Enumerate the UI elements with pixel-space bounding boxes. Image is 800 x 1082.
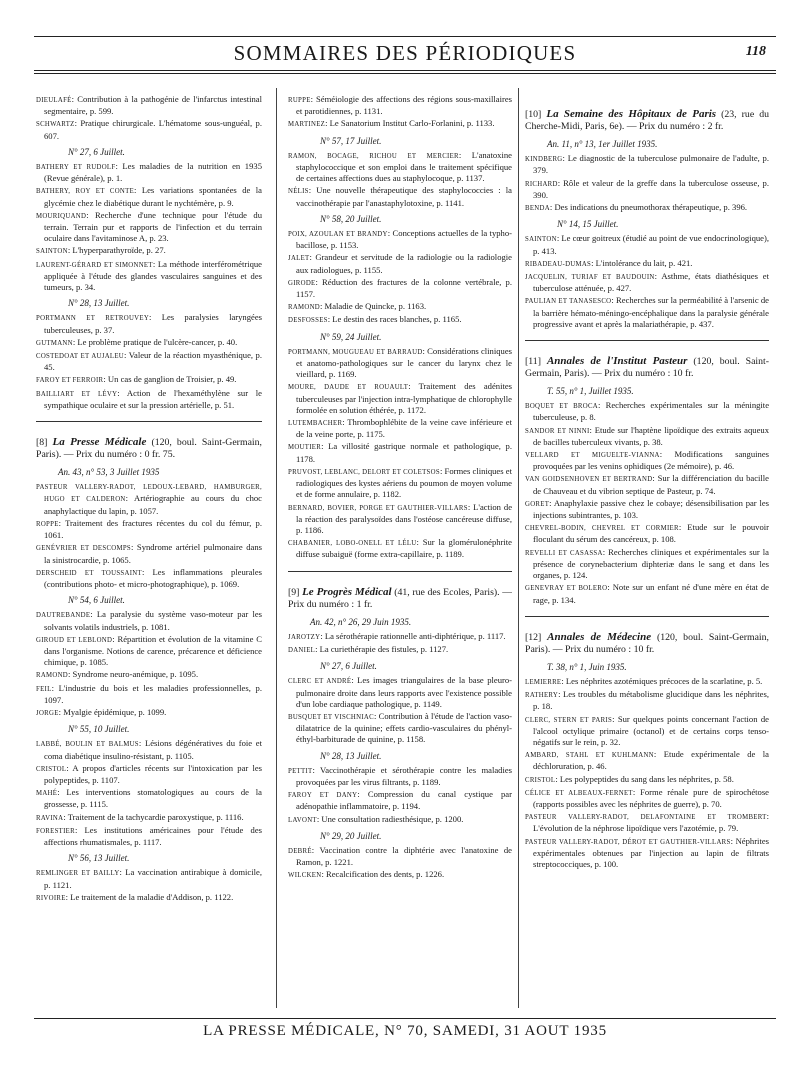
entry-title: : La paralysie du système vaso-moteur par les solvants volatils industriels, p. 1081. <box>44 609 262 632</box>
entry-title: : Un cas de ganglion de Troisier, p. 49. <box>103 374 237 385</box>
page-footer <box>34 1018 776 1040</box>
entry-title: : Conceptions actuelles de la typho-bacillose, p. 1153. <box>296 228 512 251</box>
entry-authors: JACQUELIN, TURIAF ET BAUDOUIN <box>525 274 655 282</box>
index-entry <box>525 547 769 582</box>
issue-date: N° 28, 13 Juillet. <box>68 298 130 309</box>
issue-date: N° 29, 20 Juillet. <box>320 830 382 841</box>
entry-authors: DEBRÉ <box>288 847 312 855</box>
entry-authors: RAVINA <box>36 814 64 822</box>
entry-title: : Considérations cliniques et anatomo-pathologiques sur le cancer du larynx chez le vieillard, p. 1169. <box>296 345 512 380</box>
issue-date: N° 27, 6 Juillet. <box>320 661 377 672</box>
index-entry <box>525 233 769 256</box>
column-left <box>36 94 262 1004</box>
entry-title: : Artériographie au cours du choc anaphylactique du lapin, p. 1057. <box>44 493 262 516</box>
entry-authors: DANIEL <box>288 646 316 654</box>
entry-title: : Etude sur l'haptène lipoïdique des extraits aqueux de bacilles tuberculeux vivants, p. 38. <box>533 424 769 447</box>
entry-authors: VAN GOIDSENHOVEN ET BERTRAND <box>525 476 653 484</box>
entry-authors: MOURE, DAUDE ET ROUAULT <box>288 384 409 392</box>
index-entry <box>525 178 769 201</box>
entry-authors: COSTEDOAT ET AUJALEU <box>36 353 125 361</box>
entry-authors: MARTINEZ <box>288 121 326 129</box>
journal-number: [12] <box>525 631 542 643</box>
index-entry <box>525 787 769 810</box>
entry-authors: CHABANIER, LOBO-ONELL ET LÉLU <box>288 540 417 548</box>
entry-authors: REVELLI ET CASASSA <box>525 549 603 557</box>
header-rule-top <box>34 36 776 37</box>
entry-title: : L'évolution de la néphrose lipoïdique vers l'azotémie, p. 79. <box>533 811 769 834</box>
index-entry <box>288 150 512 185</box>
entry-authors: LAVONT <box>288 816 317 824</box>
entry-title: : Les institutions américaines pour l'étude des affections rhumatismales, p. 1117. <box>44 824 262 847</box>
journal-heading <box>36 436 262 461</box>
entry-authors: SAINTON <box>525 236 557 244</box>
entry-authors: RUPPE <box>288 97 311 104</box>
column-right <box>525 94 769 1004</box>
entry-authors: WILCKEN <box>288 872 322 880</box>
journal-name: Le Progrès Médical <box>302 585 392 598</box>
entry-title: : Les paralysies laryngées tuberculeuses, p. 37. <box>44 312 262 335</box>
index-entry <box>36 683 262 706</box>
entry-title: : Réduction des fractures de la colonne vertébrale, p. 1157. <box>296 276 512 300</box>
index-entry <box>288 631 512 643</box>
entry-title: : La sérothérapie rationnelle anti-diphtérique, p. 1117. <box>320 630 506 641</box>
entry-title: : Une nouvelle thérapeutique des staphylococcies : la vaccinothérapie par l'anastaphylotoxine, p. 1141. <box>296 185 512 208</box>
entry-authors: KINDBERG <box>525 156 563 164</box>
entry-authors: RAMON, BOCAGE, RICHOU ET MERCIER <box>288 152 459 160</box>
index-entry <box>288 765 512 788</box>
entry-authors: RIBADEAU-DUMAS <box>525 260 592 268</box>
index-entry <box>36 312 262 335</box>
entry-authors: CRISTOL <box>36 765 67 773</box>
entry-authors: GORET <box>525 500 550 508</box>
entry-authors: AMBARD, STAHL ET KUHLMANN <box>525 752 654 760</box>
entry-title: : Les interventions stomatologiques au cours de la grossesse, p. 1115. <box>44 787 262 810</box>
entry-authors: PRUVOST, LEBLANC, DELORT ET COLETSOS <box>288 468 440 476</box>
index-entry <box>36 388 262 411</box>
index-entry <box>288 502 512 537</box>
index-entry <box>36 567 262 590</box>
entry-authors: GENÉVRIER ET DESCOMPS <box>36 545 132 553</box>
header-rule-bottom <box>34 70 776 71</box>
entry-authors: PAULIAN ET TANASESCO <box>525 298 612 306</box>
index-entry <box>525 676 769 688</box>
index-entry <box>525 836 769 871</box>
entry-authors: MAHÉ <box>36 790 58 798</box>
issue-date: N° 14, 15 Juillet. <box>557 219 619 230</box>
index-entry <box>36 867 262 890</box>
section-divider <box>288 571 512 572</box>
index-entry <box>288 711 512 746</box>
journal-details: (120, boul. Saint-Germain, Paris). — Prix du numéro : 10 fr. <box>525 356 769 380</box>
entry-title: : L'anatoxine staphylococcique et son emploi dans le traitement spécifique de certaines affections dues au staphylocoque, p. 1137. <box>296 149 512 184</box>
entry-title: : Valeur de la réaction myasthénique, p. 45. <box>44 350 262 373</box>
index-entry <box>288 675 512 710</box>
index-entry <box>36 259 262 294</box>
issue-date: N° 27, 6 Juillet. <box>68 146 125 157</box>
index-entry <box>525 582 769 605</box>
entry-authors: CRISTOL <box>525 776 556 784</box>
entry-title: : Asthme, états diathésiques et tuberculose atténuée, p. 427. <box>533 271 769 294</box>
index-entry <box>288 466 512 501</box>
entry-title: : Note sur un enfant né d'une mère en état de rage, p. 134. <box>533 582 769 605</box>
entry-title: : Néphrites expérimentales obtenues par l'injection au lapin de filtrats streptococciques, p. 100. <box>533 835 769 869</box>
index-entry <box>288 644 512 656</box>
entry-authors: MOUTIER <box>288 444 322 452</box>
entry-title: : Grandeur et servitude de la radiologie ou la radiologie aux radiologues, p. 1155. <box>296 252 512 275</box>
issue-date: N° 56, 13 Juillet. <box>68 853 130 864</box>
issue-date: N° 54, 6 Juillet. <box>68 595 125 606</box>
index-entry <box>36 542 262 565</box>
header-rule-bottom-2 <box>34 73 776 74</box>
entry-authors: GIRODE <box>288 279 316 287</box>
entry-authors: CHEVREL-BODIN, CHEVREL ET CORMIER <box>525 525 679 533</box>
entry-title: : Contribution à l'étude de l'action vaso-dilatatrice de la quinine; effets cardio-vasculaires du phényl-éthyl-barbiturade de quinine, p. 1158. <box>296 710 512 745</box>
index-entry <box>36 518 262 541</box>
entry-title: : Sur la glomérulonéphrite diffuse subaiguë (forme extra-capillaire, p. 1189. <box>296 537 512 560</box>
journal-heading <box>288 586 512 611</box>
entry-authors: FORESTIER <box>36 827 75 835</box>
entry-title: : Rôle et valeur de la greffe dans la tuberculose osseuse, p. 390. <box>533 177 769 200</box>
entry-title: : Thrombophlébite de la veine cave inférieure et de la veine porte, p. 1175. <box>296 417 512 440</box>
index-entry <box>288 869 512 881</box>
entry-authors: GUTMANN <box>36 339 73 347</box>
index-entry <box>525 774 769 786</box>
entry-authors: DIEULAFÉ <box>36 97 72 104</box>
entry-title: : Myalgie épidémique, p. 1099. <box>58 706 167 717</box>
entry-title: : Etude sur le pouvoir floculant du sérum des cancéreux, p. 108. <box>533 522 769 545</box>
entry-title: : Le Sanatorium Institut Carlo-Forlanini, p. 1133. <box>325 118 495 129</box>
entry-title: : Vaccinothérapie et sérothérapie contre les maladies provoquées par les virus filtrants, p. 1189. <box>296 764 512 787</box>
index-entry <box>36 185 262 208</box>
index-entry <box>525 425 769 448</box>
entry-authors: DAUTREBANDE <box>36 612 91 620</box>
entry-authors: RICHARD <box>525 180 558 188</box>
volume-line: T. 38, n° 1, Juin 1935. <box>547 661 627 672</box>
entry-title: : Recherches sur la perméabilité à l'arsenic de la barrière hémato-méningo-encéphalique dans la paralysie générale progressive avant et après la malariathérapie, p. 437. <box>533 295 769 329</box>
index-entry <box>36 738 262 761</box>
entry-authors: FAROY ET DANY <box>288 792 358 800</box>
entry-title: : Des indications du pneumothorax thérapeutique, p. 396. <box>549 202 748 213</box>
index-entry <box>525 473 769 496</box>
entry-title: : Les maladies de la nutrition en 1935 (Revue générale), p. 1. <box>44 161 262 184</box>
entry-title: : Vaccination contre la diphtérie avec l'anatoxine de Ramon, p. 1221. <box>296 844 512 868</box>
entry-authors: PASTEUR VALLERY-RADOT, LEDOUX-LEBARD, HAMBURGER, HUGO ET CALDERON <box>36 484 262 504</box>
column-divider <box>518 88 519 1008</box>
entry-authors: VELLARD ET MIGUELTE-VIANNA <box>525 452 660 460</box>
journal-number: [10] <box>525 109 542 120</box>
column-middle <box>288 94 512 1004</box>
index-entry <box>288 314 512 326</box>
entry-authors: RAMOND <box>36 672 69 680</box>
index-entry <box>36 787 262 810</box>
entry-authors: SCHWARTZ <box>36 121 75 129</box>
entry-authors: DESFOSSES <box>288 317 328 325</box>
footer-rule <box>34 1018 776 1019</box>
journal-details: (41, rue des Ecoles, Paris). — Prix du numéro : 1 fr. <box>288 586 512 610</box>
entry-title: : Traitement des fractures récentes du col du fémur, p. 1061. <box>44 517 262 541</box>
page-title: SOMMAIRES DES PÉRIODIQUES <box>233 41 577 65</box>
index-entry <box>525 400 769 423</box>
entry-title: : La curiethérapie des fistules, p. 1127. <box>315 643 449 654</box>
index-entry <box>525 153 769 176</box>
index-entry <box>525 498 769 521</box>
index-entry <box>525 811 769 834</box>
journal-number: [8] <box>36 437 48 449</box>
index-entry <box>36 161 262 184</box>
entry-title: : Forme rénale pure de spirochétose (rapports possibles avec les néphrites de guerre), p. 70. <box>533 786 769 809</box>
entry-title: : Compression du canal cystique par adénopathie inflammatoire, p. 1194. <box>296 789 512 812</box>
entry-authors: JAROTZY <box>288 633 321 641</box>
volume-line: An. 43, n° 53, 3 Juillet 1935 <box>58 467 160 478</box>
entry-authors: BAILLIART ET LÉVY <box>36 390 118 398</box>
entry-title: : Les images triangulaires de la base pleuro-pulmonaire droite dans leurs rapports avec l'existence possible d'un lobe cardiaque pathologique, p. 1149. <box>296 675 512 709</box>
entry-authors: SAINTON <box>36 248 68 256</box>
index-entry <box>36 94 262 117</box>
index-entry <box>36 210 262 245</box>
entry-title: : Le problème pratique de l'ulcère-cancer, p. 40. <box>72 336 238 347</box>
entry-authors: DERSCHEID ET TOUSSAINT <box>36 569 142 577</box>
index-entry <box>525 714 769 749</box>
entry-title: : Maladie de Quincke, p. 1163. <box>320 301 427 312</box>
column-divider <box>276 88 277 1008</box>
index-entry <box>288 94 512 117</box>
entry-title: : Contribution à la pathogénie de l'infarctus intestinal segmentaire, p. 599. <box>44 94 262 117</box>
section-divider <box>36 421 262 422</box>
index-entry <box>525 258 769 270</box>
entry-title: : Les variations spontanées de la glycémie chez le diabétique durant le nychtémère, p. 9. <box>44 185 262 208</box>
entry-authors: RAMOND <box>288 304 321 312</box>
entry-authors: RATHERY <box>525 692 559 700</box>
journal-name: Annales de Médecine <box>547 630 652 643</box>
entry-authors: REMLINGER ET BAILLY <box>36 870 120 878</box>
entry-authors: PETTIT <box>288 767 313 775</box>
entry-title: : Traitement de la tachycardie paroxystique, p. 1116. <box>63 811 244 822</box>
entry-title: : Pratique chirurgicale. L'hématome sous-unguéal, p. 607. <box>44 118 262 141</box>
index-entry <box>288 346 512 381</box>
entry-authors: BATHERY, ROY ET CONTE <box>36 188 135 196</box>
index-entry <box>36 763 262 786</box>
index-entry <box>36 118 262 141</box>
entry-title: : Syndrome artériel pulmonaire dans la sinistrocardie, p. 1065. <box>44 542 262 565</box>
entry-title: : Le diagnostic de la tuberculose pulmonaire de l'adulte, p. 379. <box>533 153 769 176</box>
index-entry <box>525 449 769 472</box>
index-entry <box>288 417 512 440</box>
entry-title: : Anaphylaxie passive chez le cobaye; désensibilisation par les injections subintrantes, p. 103. <box>533 497 769 521</box>
index-entry <box>525 202 769 214</box>
entry-title: : Le traitement de la maladie d'Addison, p. 1122. <box>65 891 234 902</box>
entry-title: : Modifications sanguines provoquées par les venins ophidiques (2e mémoire), p. 46. <box>533 449 769 472</box>
index-entry <box>36 634 262 669</box>
entry-authors: PASTEUR VALLERY-RADOT, DELAFONTAINE ET TROMBERT <box>525 814 767 822</box>
entry-authors: CLERC, STERN ET PARIS <box>525 716 613 724</box>
entry-authors: CÉLICE ET ALBEAUX-FERNET <box>525 789 633 797</box>
entry-authors: FAROY ET FERROIR <box>36 377 104 385</box>
entry-authors: GENEVRAY ET BOLERO <box>525 585 608 593</box>
entry-title: : Le destin des races blanches, p. 1165. <box>327 314 462 325</box>
entry-title: : Recherches cliniques et expérimentales sur la présence de corynebacterium diphteriæ dans le sang et dans les organes, p. 124. <box>533 546 769 581</box>
index-entry <box>288 845 512 868</box>
entry-title: : A propos d'articles récents sur l'intoxication par les polypeptides, p. 1107. <box>44 762 262 785</box>
volume-line: An. 42, n° 26, 29 Juin 1935. <box>310 616 412 627</box>
entry-authors: JORGE <box>36 709 59 717</box>
journal-number: [9] <box>288 586 300 598</box>
volume-line: An. 11, n° 13, 1er Juillet 1935. <box>547 139 658 149</box>
index-entry <box>288 441 512 464</box>
page-number: 118 <box>745 44 766 59</box>
index-entry <box>36 812 262 824</box>
index-entry <box>36 892 262 904</box>
journal-name: La Presse Médicale <box>52 436 147 449</box>
journal-heading <box>525 355 769 380</box>
entry-authors: LUTEMBACHER <box>288 420 343 428</box>
entry-authors: BERNARD, BOVIER, PORGE ET GAUTHIER-VILLARS <box>288 504 468 512</box>
entry-authors: POIX, AZOULAN ET BRANDY <box>288 231 388 239</box>
entry-authors: BATHERY ET RUDOLF <box>36 164 116 172</box>
entry-title: : Les néphrites azotémiques précoces de la scarlatine, p. 5. <box>561 675 763 686</box>
journal-name: Annales de l'Institut Pasteur <box>546 355 688 368</box>
entry-authors: RIVOIRE <box>36 894 66 902</box>
index-entry <box>36 337 262 349</box>
index-entry <box>288 537 512 560</box>
index-entry <box>36 245 262 257</box>
index-entry <box>525 749 769 772</box>
journal-details: (23, rue du Cherche-Midi, Paris, 6e). — Prix du numéro : 2 fr. <box>525 109 769 132</box>
entry-title: : Traitement des adénites tuberculeuses par l'injection intra-lymphatique de chlorophylle formolée en solution éthérée, p. 1172. <box>296 381 512 415</box>
entry-authors: LAURENT-GÉRARD ET SIMONNET <box>36 261 153 269</box>
entry-title: : Les troubles du métabolisme glucidique dans les néphrites, p. 18. <box>533 689 769 712</box>
entry-title: : Le cœur goitreux (étudié au point de vue endocrinologique), p. 413. <box>533 233 769 256</box>
entry-title: : Séméiologie des affections des régions sous-maxillaires et parotidiennes, p. 1131. <box>296 94 512 117</box>
index-entry <box>288 252 512 275</box>
index-entry <box>36 825 262 848</box>
index-entry <box>36 481 262 517</box>
entry-authors: BOQUET ET BROCA <box>525 403 599 411</box>
entry-title: : L'action de la réaction des paralysoïdes dans l'ostéose cancéreuse diffuse, p. 1186. <box>296 501 512 535</box>
entry-title: : La méthode interférométrique appliquée à l'étude des glandes vasculaires sanguines et des tumeurs, p. 34. <box>44 258 262 293</box>
entry-authors: MOURIQUAND <box>36 212 87 220</box>
index-entry <box>288 301 512 313</box>
journal-heading <box>525 631 769 656</box>
entry-authors: GIROUD ET LEBLOND <box>36 636 113 644</box>
issue-date: N° 59, 24 Juillet. <box>320 331 382 342</box>
entry-authors: JALET <box>288 255 310 263</box>
index-entry <box>36 609 262 632</box>
entry-title: : Syndrome neuro-anémique, p. 1095. <box>68 669 199 680</box>
entry-authors: BENDA <box>525 205 550 213</box>
entry-authors: CLERC ET ANDRÉ <box>288 678 352 686</box>
issue-date: N° 57, 17 Juillet. <box>320 135 382 146</box>
section-divider <box>525 340 769 341</box>
journal-name: La Semaine des Hôpitaux de Paris <box>546 108 717 120</box>
journal-details: (120, boul. Saint-Germain, Paris). — Prix du numéro : 10 fr. <box>525 631 769 655</box>
index-entry <box>36 374 262 386</box>
entry-title: : Répartition et évolution de la vitamine C dans l'organisme. Notions de carence, précarence et déficience chimique, p. 1085. <box>44 633 262 668</box>
index-entry <box>36 707 262 719</box>
journal-number: [11] <box>525 356 541 368</box>
entry-authors: NÉLIS <box>288 188 309 196</box>
section-divider <box>525 616 769 617</box>
entry-authors: LABBÉ, BOULIN ET BALMUS <box>36 741 139 749</box>
entry-title: : L'hyperparathyroïde, p. 27. <box>67 245 166 256</box>
entry-title: : Recherches expérimentales sur la méningite tuberculeuse, p. 8. <box>533 400 769 423</box>
entry-authors: FEIL <box>36 685 52 693</box>
entry-title: : La vaccination antirabique à domicile, p. 1121. <box>44 867 262 890</box>
entry-title: : L'intolérance du lait, p. 421. <box>591 257 693 268</box>
index-entry <box>288 185 512 208</box>
entry-title: : Sur la différenciation du bacille de Chauveau et du vibrion septique de Pasteur, p. 74. <box>533 473 769 496</box>
entry-authors: ROPPE <box>36 520 59 528</box>
issue-date: N° 28, 13 Juillet. <box>320 750 382 761</box>
entry-authors: SANDOR ET NINNI <box>525 427 590 435</box>
index-entry <box>288 814 512 826</box>
entry-title: : Les inflammations pleurales (contributions photo- et micro-photographique), p. 1069. <box>44 566 262 589</box>
index-entry <box>36 350 262 373</box>
entry-title: : Etude expérimentale de la déchloruration, p. 46. <box>533 749 769 772</box>
journal-heading <box>525 108 769 133</box>
footer-text: LA PRESSE MÉDICALE, N° 70, SAMEDI, 31 AOUT 1935 <box>203 1023 607 1039</box>
index-entry <box>525 689 769 712</box>
index-entry <box>525 271 769 294</box>
entry-authors: BUSQUET ET VISCHNIAC <box>288 713 374 721</box>
page-header <box>34 36 776 76</box>
entry-authors: PASTEUR VALLERY-RADOT, DÉROT ET GAUTHIER-VILLARS <box>525 838 731 846</box>
entry-title: : Les polypeptides du sang dans les néphrites, p. 58. <box>555 773 734 784</box>
entry-title: : Une consultation radiesthésique, p. 1200. <box>316 813 464 824</box>
entry-title: : Recherche d'une technique pour l'étude du terrain. Terrain pur et rapports de l'infection et du terrain oculaire dans l'avitaminose A, p. 23. <box>44 209 262 244</box>
issue-date: N° 58, 20 Juillet. <box>320 213 382 224</box>
entry-title: : Formes cliniques et radiologiques des kystes aériens du poumon de moyen volume et de forme annulaire, p. 1182. <box>296 465 512 500</box>
journal-details: (120, boul. Saint-Germain, Paris). — Prix du numéro : 0 fr. 75. <box>36 437 262 461</box>
entry-authors: LEMIERRE <box>525 678 562 686</box>
index-entry <box>525 522 769 545</box>
index-entry <box>288 277 512 300</box>
entry-title: : L'industrie du bois et les maladies professionnelles, p. 1097. <box>44 682 262 705</box>
entry-title: : Recalcification des dents, p. 1226. <box>321 869 445 880</box>
issue-date: N° 55, 10 Juillet. <box>68 724 130 735</box>
volume-line: T. 55, n° 1, Juillet 1935. <box>547 386 634 397</box>
entry-authors: PORTMANN ET RETROUVEY <box>36 315 150 323</box>
entry-title: : Sur quelques points concernant l'action de l'alcool octylique primaire (octanol) et de certains corps tenso-négatifs sur le rein, p. 32. <box>533 713 769 747</box>
index-entry <box>525 295 769 330</box>
index-entry <box>288 228 512 251</box>
index-entry <box>288 789 512 812</box>
index-entry <box>288 381 512 416</box>
index-entry <box>288 118 512 130</box>
entry-title: : La villosité gastrique normale et pathologique, p. 1178. <box>296 441 512 464</box>
index-entry <box>36 669 262 681</box>
entry-title: : Lésions dégénératives du foie et coma diabétique insulino-résistant, p. 1105. <box>44 738 262 761</box>
entry-title: : Action de l'hexaméthylène sur le sympathique oculaire et sur la pression artérielle, p. 51. <box>44 387 262 410</box>
entry-authors: PORTMANN, MOUGUEAU ET BARRAUD <box>288 348 423 356</box>
